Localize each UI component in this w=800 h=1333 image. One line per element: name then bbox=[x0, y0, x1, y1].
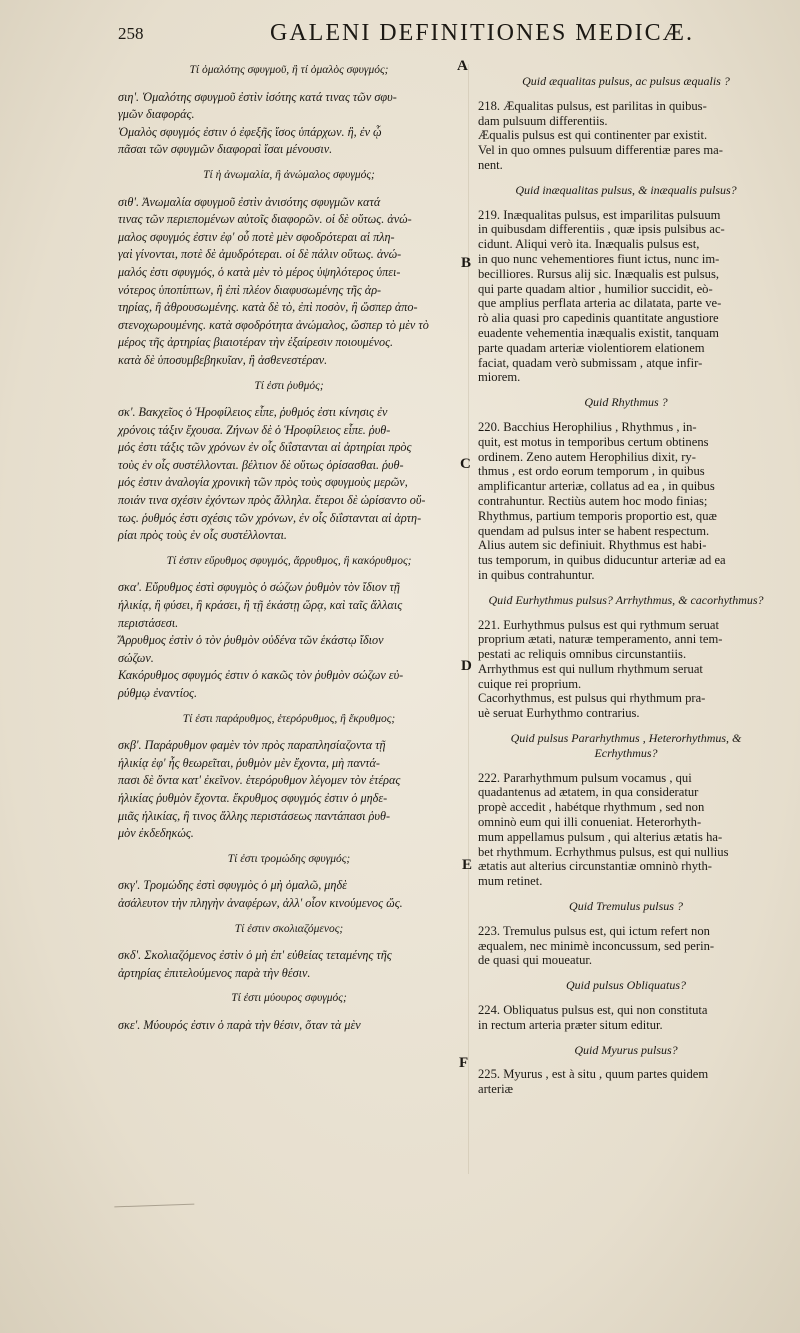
greek-question-heading: Τί ὁμαλότης σφυγμοῦ, ἢ τί ὁμαλὸς σφυγμός; bbox=[189, 64, 389, 76]
latin-text-line: Arrhythmus est qui nullum rhythmum seruat bbox=[478, 661, 703, 676]
latin-definition bbox=[478, 771, 774, 889]
greek-text-line: σκα'. Εὔρυθμος ἐστὶ σφυγμὸς ὁ σώζων ῥυθμὸν τὸν ἴδιον τῇ bbox=[118, 580, 400, 595]
latin-text-line: 222. Pararhythmum pulsum vocamus , qui bbox=[478, 770, 692, 785]
latin-text-line: bet rhythmum. Ecrhythmus pulsus, est qui nullius bbox=[478, 844, 729, 859]
greek-text-line: χρόνοις τάξιν ἔχουσα. Ζήνων δὲ ὁ Ἡροφίλειος εἶπε. ῥυθ- bbox=[118, 422, 391, 437]
margin-letter-b: B bbox=[461, 255, 472, 271]
greek-text-line: Ὁμαλὸς σφυγμός ἐστιν ὁ ἐφεξῆς ἴσος ὑπάρχων. ἢ, ἐν ᾧ bbox=[118, 124, 382, 139]
running-title: GALENI DEFINITIONES MEDICÆ. bbox=[270, 20, 694, 46]
greek-definition bbox=[118, 877, 460, 912]
greek-text-line: σιη'. Ὁμαλότης σφυγμοῦ ἐστὶν ἰσότης κατά τινας τῶν σφυ- bbox=[118, 89, 397, 104]
latin-text-line: 225. Myurus , est à situ , quum partes quidem bbox=[478, 1067, 709, 1082]
greek-definition bbox=[118, 89, 460, 159]
latin-question-heading: Quid pulsus Pararhythmus , Heterorhythmus, & Ecrhythmus? bbox=[510, 731, 742, 760]
greek-definition bbox=[118, 579, 460, 702]
latin-text-line: 220. Bacchius Herophilius , Rhythmus , in- bbox=[478, 419, 697, 434]
latin-text-line: 221. Eurhythmus pulsus est qui rythmum seruat bbox=[478, 617, 720, 632]
latin-text-line: nent. bbox=[478, 157, 503, 172]
latin-text-line: thmus , est ordo eorum temporum , in quibus bbox=[478, 464, 705, 479]
greek-text-line: Κακόρυθμος σφυγμός ἐστιν ὁ κακῶς τὸν ῥυθμὸν σώζων εὐ- bbox=[118, 668, 404, 683]
latin-text-line: dam pulsuum differentiis. bbox=[478, 113, 608, 128]
latin-text-line: Vel in quo omnes pulsuum differentiæ pares ma- bbox=[478, 143, 723, 158]
latin-text-line: uè seruat Eurhythmo contrarius. bbox=[478, 706, 640, 721]
greek-text-line: σιθ'. Ἀνωμαλία σφυγμοῦ ἐστὶν ἀνισότης σφυγμῶν κατά bbox=[118, 194, 381, 209]
greek-question-heading: Τί ἐστιν σκολιαζόμενος; bbox=[234, 922, 344, 935]
latin-text-line: quendam ad pulsus inter se habent respectum. bbox=[478, 523, 710, 538]
margin-letter-d: D bbox=[461, 658, 472, 674]
latin-text-line: Rhythmus, partium temporis proportio est, quæ bbox=[478, 508, 717, 523]
greek-question-heading: Τί ἐστι μύουρος σφυγμός; bbox=[231, 992, 347, 1005]
greek-definition bbox=[118, 947, 460, 982]
greek-text-line: τηρίας, ἢ ἀθρουσωμένης. κατὰ δὲ τὸ, ἐπὶ ποσὸν, ἢ ὥσπερ ἀπο- bbox=[118, 300, 418, 315]
latin-column bbox=[478, 64, 774, 1101]
latin-question-heading: Quid Tremulus pulsus ? bbox=[569, 899, 683, 914]
latin-text-line: miorem. bbox=[478, 370, 521, 385]
latin-question-heading: Quid Rhythmus ? bbox=[584, 395, 668, 410]
latin-text-line: 223. Tremulus pulsus est, qui ictum refert non bbox=[478, 923, 710, 938]
latin-text-line: in quibusdam differentiis , quæ ipsis pulsibus ac- bbox=[478, 222, 725, 237]
ink-mark bbox=[114, 1184, 195, 1208]
latin-definition bbox=[478, 1003, 774, 1033]
greek-definition bbox=[118, 737, 460, 843]
greek-text-line: μέρος τῆς ἀρτηρίας βιαιοτέραν τὴν ἐξαίρεσιν ποιουμένος. bbox=[118, 335, 394, 350]
greek-question-heading: Τί ἐστι ῥυθμός; bbox=[254, 379, 324, 392]
latin-text-line: que amplius perflata arteria ac dilatata, parte ve- bbox=[478, 296, 722, 311]
greek-text-line: σώζων. bbox=[118, 650, 154, 665]
greek-text-line: ρίαι πρὸς τοὺς ἐν οἷς συστέλλονται. bbox=[118, 528, 287, 543]
latin-text-line: Cacorhythmus, est pulsus qui rhythmum pra- bbox=[478, 691, 706, 706]
latin-text-line: faciat, quadam verò submissam , atque infir- bbox=[478, 355, 703, 370]
greek-text-line: μός ἐστιν ἀναλογία χρονικὴ τῶν πρὸς τοὺς σφυγμοὺς μερῶν, bbox=[118, 475, 408, 490]
latin-text-line: pestati ac reliquis omnibus circunstantiis. bbox=[478, 647, 687, 662]
latin-text-line: mum retinet. bbox=[478, 874, 543, 889]
latin-text-line: æqualem, nec minimè inconcussum, sed perin- bbox=[478, 938, 715, 953]
greek-question-heading: Τί ἐστι τρομώδης σφυγμός; bbox=[227, 852, 351, 865]
greek-text-line: σκβ'. Παράρυθμον φαμὲν τὸν πρὸς παραπλησίαζοντα τῇ bbox=[118, 738, 386, 753]
greek-text-line: σκδ'. Σκολιαζόμενος ἐστὶν ὁ μὴ ἐπ' εὐθείας τεταμένης τῆς bbox=[118, 948, 392, 963]
greek-text-line: γμῶν διαφοράς. bbox=[118, 107, 195, 122]
greek-text-line: ἡλικίᾳ ἐφ' ἧς θεωρεῖται, ῥυθμὸν μὲν ἔχοντα, μὴ παντά- bbox=[118, 755, 380, 770]
latin-text-line: qui parte quadam altior , humilior succidit, eò- bbox=[478, 281, 713, 296]
latin-text-line: Æqualis pulsus est qui continenter par existit. bbox=[478, 128, 708, 143]
column-gutter bbox=[468, 64, 469, 1174]
latin-text-line: omninò eum qui illi conueniat. Heterorhyth- bbox=[478, 815, 702, 830]
greek-question-heading: Τί ἐστι παράρυθμος, ἑτερόρυθμος, ἢ ἔκρυθμος; bbox=[182, 712, 396, 725]
latin-text-line: de quasi qui moueatur. bbox=[478, 953, 593, 968]
latin-text-line: cuique rei proprium. bbox=[478, 676, 582, 691]
latin-text-line: arteriæ bbox=[478, 1082, 513, 1097]
greek-text-line: σκγ'. Τρομώδης ἐστὶ σφυγμὸς ὁ μὴ ὁμαλῶ, μηδὲ bbox=[118, 878, 347, 893]
greek-text-line: τως. ῥυθμός ἐστι σχέσις τῶν χρόνων, ἐν οἷς διΐστανται αἱ ἀρτη- bbox=[118, 510, 422, 525]
greek-definition bbox=[118, 404, 460, 545]
latin-text-line: 224. Obliquatus pulsus est, qui non constituta bbox=[478, 1003, 708, 1018]
greek-text-line: τοὺς ἐν οἷς συστέλλονται. βέλτιον δὲ οὕτως ὁρίσασθαι. ῥυθ- bbox=[118, 457, 404, 472]
latin-text-line: rò alia quasi pro capedinis quantitate angustiore bbox=[478, 311, 719, 326]
greek-text-line: ἡλικίᾳ, ἢ φύσει, ἢ κράσει, ἢ τῇ ἑκάστῃ ὥρᾳ, καὶ ταῖς ἄλλαις bbox=[118, 598, 403, 613]
latin-text-line: in rectum arteria præter situm editur. bbox=[478, 1017, 663, 1032]
latin-definition bbox=[478, 99, 774, 173]
latin-text-line: Alius autem sic definiuit. Rhythmus est habi- bbox=[478, 538, 707, 553]
latin-question-heading: Quid inæqualitas pulsus, & inæqualis pulsus? bbox=[515, 182, 737, 197]
greek-text-line: ἀσάλευτον τὴν πληγὴν ἀναφέρων, ἀλλ' οἷον κινούμενος ὤς. bbox=[118, 895, 403, 910]
greek-text-line: μαλός ἐστι σφυγμός, ὁ κατὰ μὲν τὸ μέρος ὑψηλότερος ὑπει- bbox=[118, 264, 401, 279]
greek-text-line: πασι δὲ ὄντα κατ' ἐκεῖνον. ἑτερόρυθμον λέγομεν τὸν ἑτέρας bbox=[118, 773, 401, 788]
latin-definition bbox=[478, 420, 774, 583]
latin-text-line: tus temporum, in quibus diducuntur arteriæ ad ea bbox=[478, 553, 726, 568]
latin-text-line: ordinem. Zeno autem Herophilius dixit, ry- bbox=[478, 449, 696, 464]
greek-text-line: σκε'. Μύουρός ἐστιν ὁ παρὰ τὴν θέσιν, ὅταν τὰ μὲν bbox=[118, 1017, 361, 1032]
greek-column bbox=[118, 62, 460, 1043]
latin-text-line: cidunt. Aliqui verò ita. Inæqualis pulsus est, bbox=[478, 237, 700, 252]
greek-text-line: μὸν ἐκδεδηκώς. bbox=[118, 826, 194, 841]
greek-text-line: γαὶ γίνονται, ποτὲ δὲ ἀμυδρότεραι. οἱ δὲ πάλιν οὕτως. ἀνώ- bbox=[118, 247, 402, 262]
latin-definition bbox=[478, 208, 774, 386]
margin-letter-a: A bbox=[457, 58, 468, 74]
latin-text-line: mum appellamus pulsum , qui alterius ætatis ha- bbox=[478, 829, 723, 844]
greek-question-heading: Τί ἡ ἀνωμαλία, ἢ ἀνώμαλος σφυγμός; bbox=[203, 168, 375, 181]
latin-question-heading: Quid pulsus Obliquatus? bbox=[565, 978, 686, 993]
greek-text-line: μιᾶς ἡλικίας, ἢ τινος ἄλλης περιστάσεως παντάπασι ῥυθ- bbox=[118, 808, 391, 823]
page-header bbox=[0, 20, 800, 54]
greek-text-line: κατὰ δὲ ὑποσυμβεβηκυῖαν, ἢ ἀσθενεστέραν. bbox=[118, 352, 328, 367]
greek-text-line: τινας τῶν περιεπομένων αὐτοῖς διαφορῶν. οἱ δὲ οὕτως. ἀνώ- bbox=[118, 212, 412, 227]
latin-text-line: quit, est motus in temporibus certum obtinens bbox=[478, 434, 709, 449]
latin-text-line: 219. Inæqualitas pulsus, est imparilitas pulsuum bbox=[478, 207, 721, 222]
latin-text-line: proprium ætati, naturæ temperamento, anni tem- bbox=[478, 632, 723, 647]
margin-letter-c: C bbox=[460, 456, 471, 472]
latin-text-line: parte quadam arteriæ violentiorem elationem bbox=[478, 340, 705, 355]
latin-question-heading: Quid Eurhythmus pulsus? Arrhythmus, & cacorhythmus? bbox=[488, 592, 764, 607]
greek-text-line: σκ'. Βακχεῖος ὁ Ἡροφίλειος εἶπε, ῥυθμός ἐστι κίνησις ἐν bbox=[118, 405, 388, 420]
latin-question-heading: Quid æqualitas pulsus, ac pulsus æqualis ? bbox=[522, 74, 730, 88]
latin-text-line: contrahuntur. Rectiùs autem hoc modo finias; bbox=[478, 493, 708, 508]
latin-text-line: becilliores. Rursus alij sic. Inæqualis est pulsus, bbox=[478, 266, 720, 281]
latin-text-line: propè accedit , habétque rhythmum , sed non bbox=[478, 800, 705, 815]
latin-text-line: amplificantur arteriæ, collatus ad ea , in quibus bbox=[478, 479, 715, 494]
latin-definition bbox=[478, 618, 774, 722]
latin-text-line: in quo nunc vehementiores fiunt ictus, nunc im- bbox=[478, 251, 720, 266]
latin-question-heading: Quid Myurus pulsus? bbox=[574, 1042, 678, 1057]
greek-text-line: Ἄρρυθμος ἐστὶν ὁ τὸν ῥυθμὸν οὐδένα τῶν ἑκάστῳ ἴδιον bbox=[118, 633, 384, 648]
greek-text-line: ἡλικίας ῥυθμὸν ἔχοντα. ἔκρυθμος σφυγμός ἐστιν ὁ μηδε- bbox=[118, 790, 388, 805]
greek-text-line: ἀρτηρίας ἐπιτελούμενος παρὰ τὴν θέσιν. bbox=[118, 965, 311, 980]
latin-text-line: ætatis aut alterius circunstantiæ omninò rhyth- bbox=[478, 859, 712, 874]
latin-text-line: quadantenus ad ætatem, in qua consideratur bbox=[478, 785, 699, 800]
greek-text-line: μαλος σφυγμός ἐστιν ἐφ' οὗ ποτὲ μὲν σφοδρότεραι αἱ πλη- bbox=[118, 229, 395, 244]
greek-text-line: περιστάσεσι. bbox=[118, 615, 179, 630]
greek-text-line: στενοχωρουμένης. κατὰ σφοδρότητα ἀνώμαλος, ὥσπερ τὸ μὲν τὸ bbox=[118, 317, 429, 332]
page-number: 258 bbox=[118, 24, 144, 43]
greek-definition bbox=[118, 1017, 460, 1035]
latin-definition bbox=[478, 1067, 774, 1097]
latin-text-line: in quibus contrahuntur. bbox=[478, 567, 595, 582]
greek-definition bbox=[118, 194, 460, 370]
margin-letter-e: E bbox=[462, 857, 473, 873]
greek-text-line: ρύθμῳ ἐναντίος. bbox=[118, 686, 198, 700]
latin-text-line: 218. Æqualitas pulsus, est parilitas in quibus- bbox=[478, 98, 707, 113]
greek-text-line: νότερος ὑποπίπτων, ἢ ἐπὶ πλέον διαφυσωμένης τῆς ἀρ- bbox=[118, 282, 382, 297]
latin-text-line: euadente vehementia inæqualis existit, tanquam bbox=[478, 325, 719, 340]
margin-letter-f: F bbox=[459, 1055, 469, 1071]
greek-text-line: πᾶσαι τῶν σφυγμῶν διαφοραὶ ἴσαι μένουσιν. bbox=[118, 142, 333, 157]
greek-text-line: μός ἐστι τάξις τῶν χρόνων ἐν οἷς διΐστανται αἱ ἀρτηρίαι πρὸς bbox=[118, 440, 412, 455]
greek-text-line: ποιάν τινα σχέσιν ἐχόντων πρὸς ἄλληλα. ἕτεροι δὲ ὡρίσαντο οὕ- bbox=[118, 493, 426, 508]
latin-definition bbox=[478, 924, 774, 968]
greek-question-heading: Τί ἐστιν εὔρυθμος σφυγμός, ἄρρυθμος, ἢ κακόρυθμος; bbox=[166, 554, 412, 567]
